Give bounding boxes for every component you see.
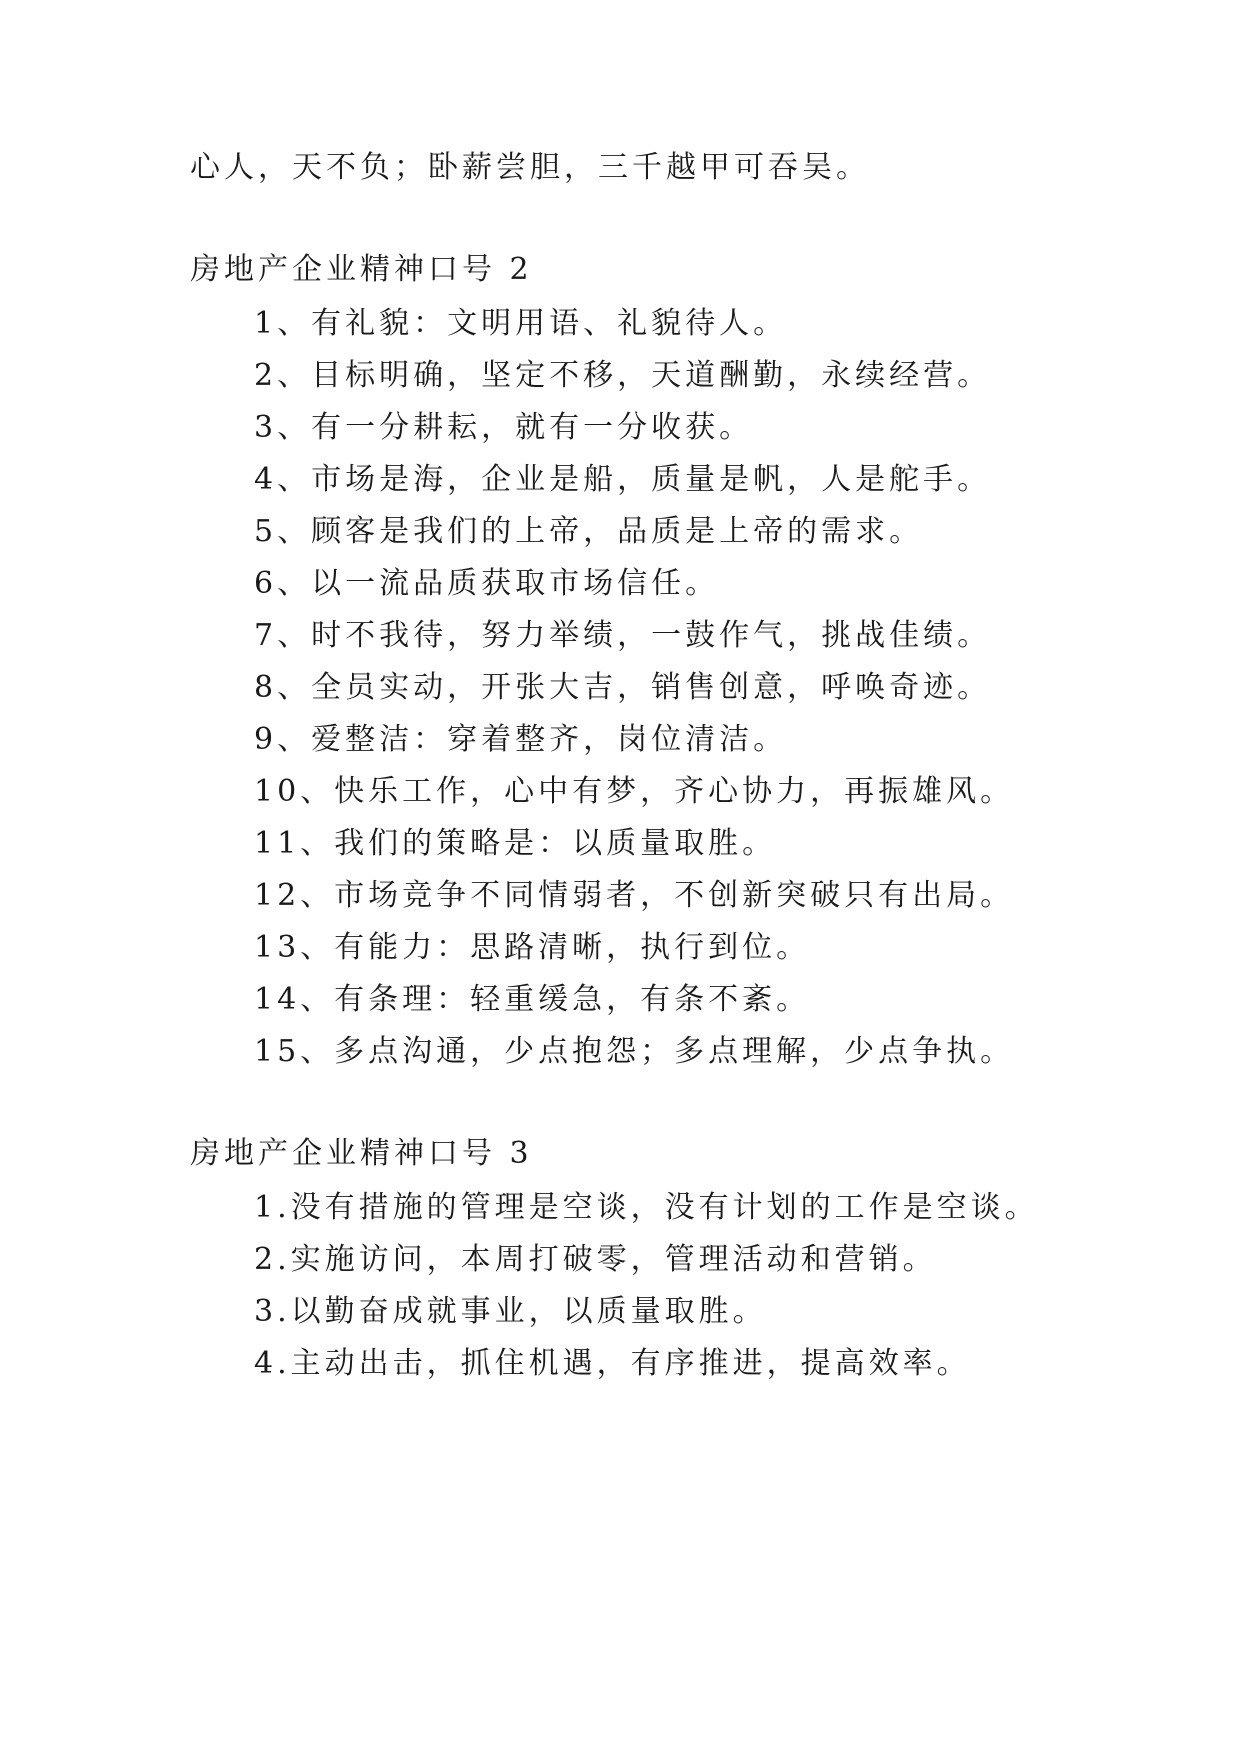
section-2-heading: 房地产企业精神口号 2 — [190, 252, 533, 287]
list-item: 4.主动出击，抓住机遇，有序推进，提高效率。 — [254, 1346, 971, 1381]
list-item: 13、有能力：思路清晰，执行到位。 — [254, 930, 811, 965]
list-item: 3、有一分耕耘，就有一分收获。 — [254, 410, 754, 445]
list-item: 6、以一流品质获取市场信任。 — [254, 566, 720, 601]
section-3-heading: 房地产企业精神口号 3 — [190, 1136, 533, 1171]
list-item: 3.以勤奋成就事业，以质量取胜。 — [254, 1294, 767, 1329]
list-item: 5、顾客是我们的上帝，品质是上帝的需求。 — [254, 514, 924, 549]
list-item: 10、快乐工作，心中有梦，齐心协力，再振雄风。 — [254, 774, 1015, 809]
list-item: 14、有条理：轻重缓急，有条不紊。 — [254, 982, 811, 1017]
list-item: 2、目标明确，坚定不移，天道酬勤，永续经营。 — [254, 358, 992, 393]
list-item: 4、市场是海，企业是船，质量是帆，人是舵手。 — [254, 462, 992, 497]
list-item: 2.实施访问，本周打破零，管理活动和营销。 — [254, 1242, 937, 1277]
list-item: 15、多点沟通，少点抱怨；多点理解，少点争执。 — [254, 1034, 1015, 1069]
list-item: 11、我们的策略是：以质量取胜。 — [254, 826, 777, 861]
list-item: 1、有礼貌：文明用语、礼貌待人。 — [254, 306, 788, 341]
list-item: 9、爱整洁：穿着整齐，岗位清洁。 — [254, 722, 788, 757]
continuation-text: 心人，天不负；卧薪尝胆，三千越甲可吞吴。 — [190, 150, 870, 185]
list-item: 8、全员实动，开张大吉，销售创意，呼唤奇迹。 — [254, 670, 992, 705]
list-item: 1.没有措施的管理是空谈，没有计划的工作是空谈。 — [254, 1190, 1039, 1225]
list-item: 7、时不我待，努力举绩，一鼓作气，挑战佳绩。 — [254, 618, 992, 653]
list-item: 12、市场竞争不同情弱者，不创新突破只有出局。 — [254, 878, 1015, 913]
